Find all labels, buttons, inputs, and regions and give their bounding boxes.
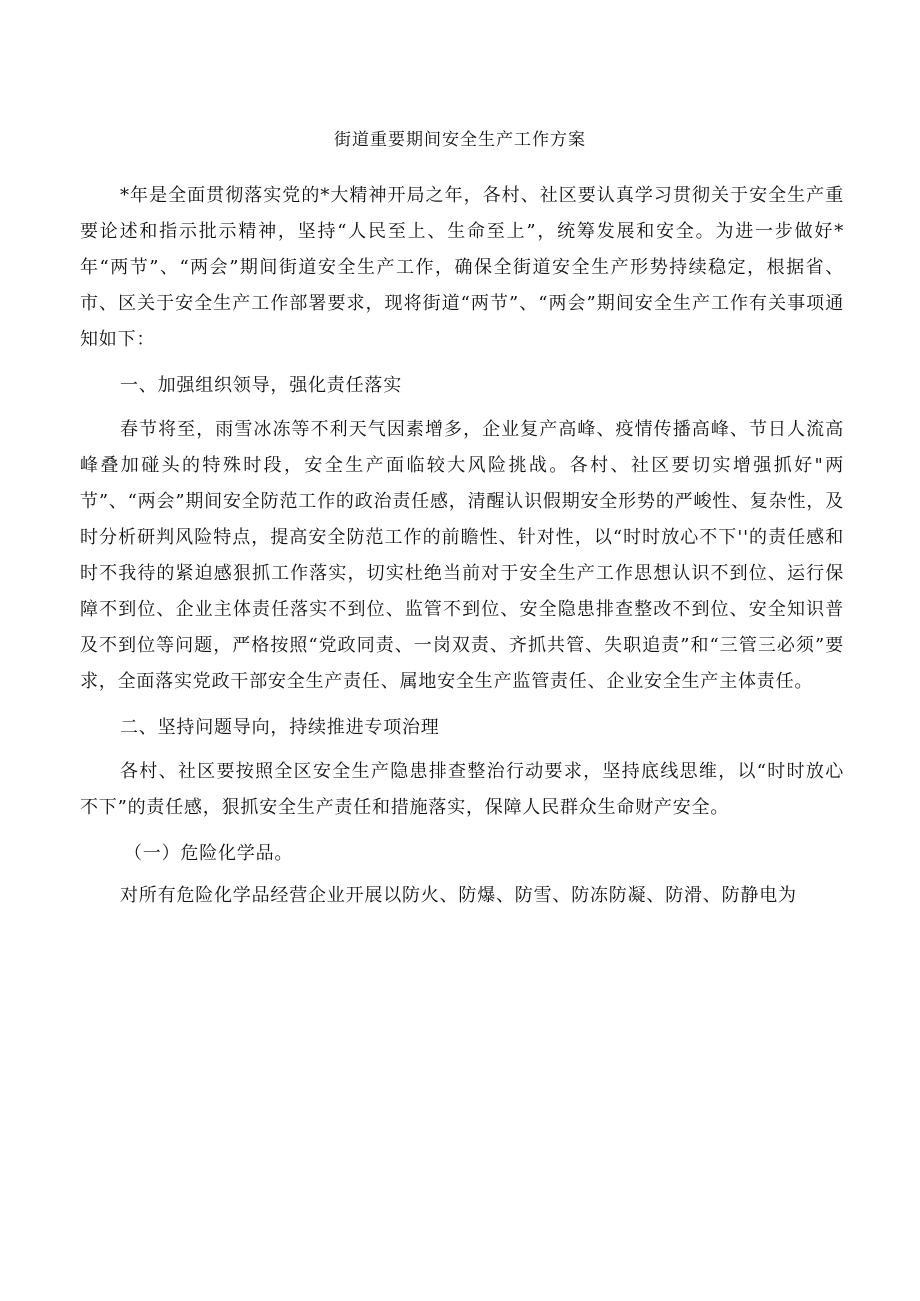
section-1-paragraph: 春节将至，雨雪冰冻等不利天气因素增多，企业复产高峰、疫情传播高峰、节日人流高峰叠加碰头的特殊时段，安全生产面临较大风险挑战。各村、社区要切实增强抓好"两节”、“两会”期间安全防范工作的政治责任感，清醒认识假期安全形势的严峻性、复杂性，及时分析研判风险特点，提高安全防范工作的前瞻性、针对性，以“时时放心不下''的责任感和时不我待的紧迫感狠抓工作落实，切实杜绝当前对于安全生产工作思想认识不到位、运行保障不到位、企业主体责任落实不到位、监管不到位、安全隐患排查整改不到位、安全知识普及不到位等问题，严格按照“党政同责、一岗双责、齐抓共管、失职追责”和“三管三必须”要求，全面落实党政干部安全生产责任、属地安全生产监管责任、企业安全生产主体责任。	[80, 419, 844, 692]
document-title: 街道重要期间安全生产工作方案	[334, 130, 586, 150]
section-heading-1: 一、加强组织领导，强化责任落实	[120, 375, 402, 396]
section-2-paragraph: 各村、社区要按照全区安全生产隐患排查整治行动要求，坚持底线思维，以“时时放心不下”的责任感，狠抓安全生产责任和措施落实，保障人民群众生命财产安全。	[80, 761, 844, 818]
section-heading-2: 二、坚持问题导向，持续推进专项治理	[120, 717, 440, 738]
subsection-1-paragraph: 对所有危险化学品经营企业开展以防火、防爆、防雪、防冻防凝、防滑、防静电为	[120, 885, 797, 906]
subsection-heading-1: （一）危险化学品。	[124, 843, 294, 864]
document-body	[80, 178, 844, 924]
intro-paragraph: *年是全面贯彻落实党的*大精神开局之年，各村、社区要认真学习贯彻关于安全生产重要论述和指示批示精神，坚持“人民至上、生命至上”，统筹发展和安全。为进一步做好*年“两节”、“两会”期间街道安全生产工作，确保全街道安全生产形势持续稳定，根据省、市、区关于安全生产工作部署要求，现将街道“两节”、“两会”期间安全生产工作有关事项通知如下：	[80, 185, 844, 350]
